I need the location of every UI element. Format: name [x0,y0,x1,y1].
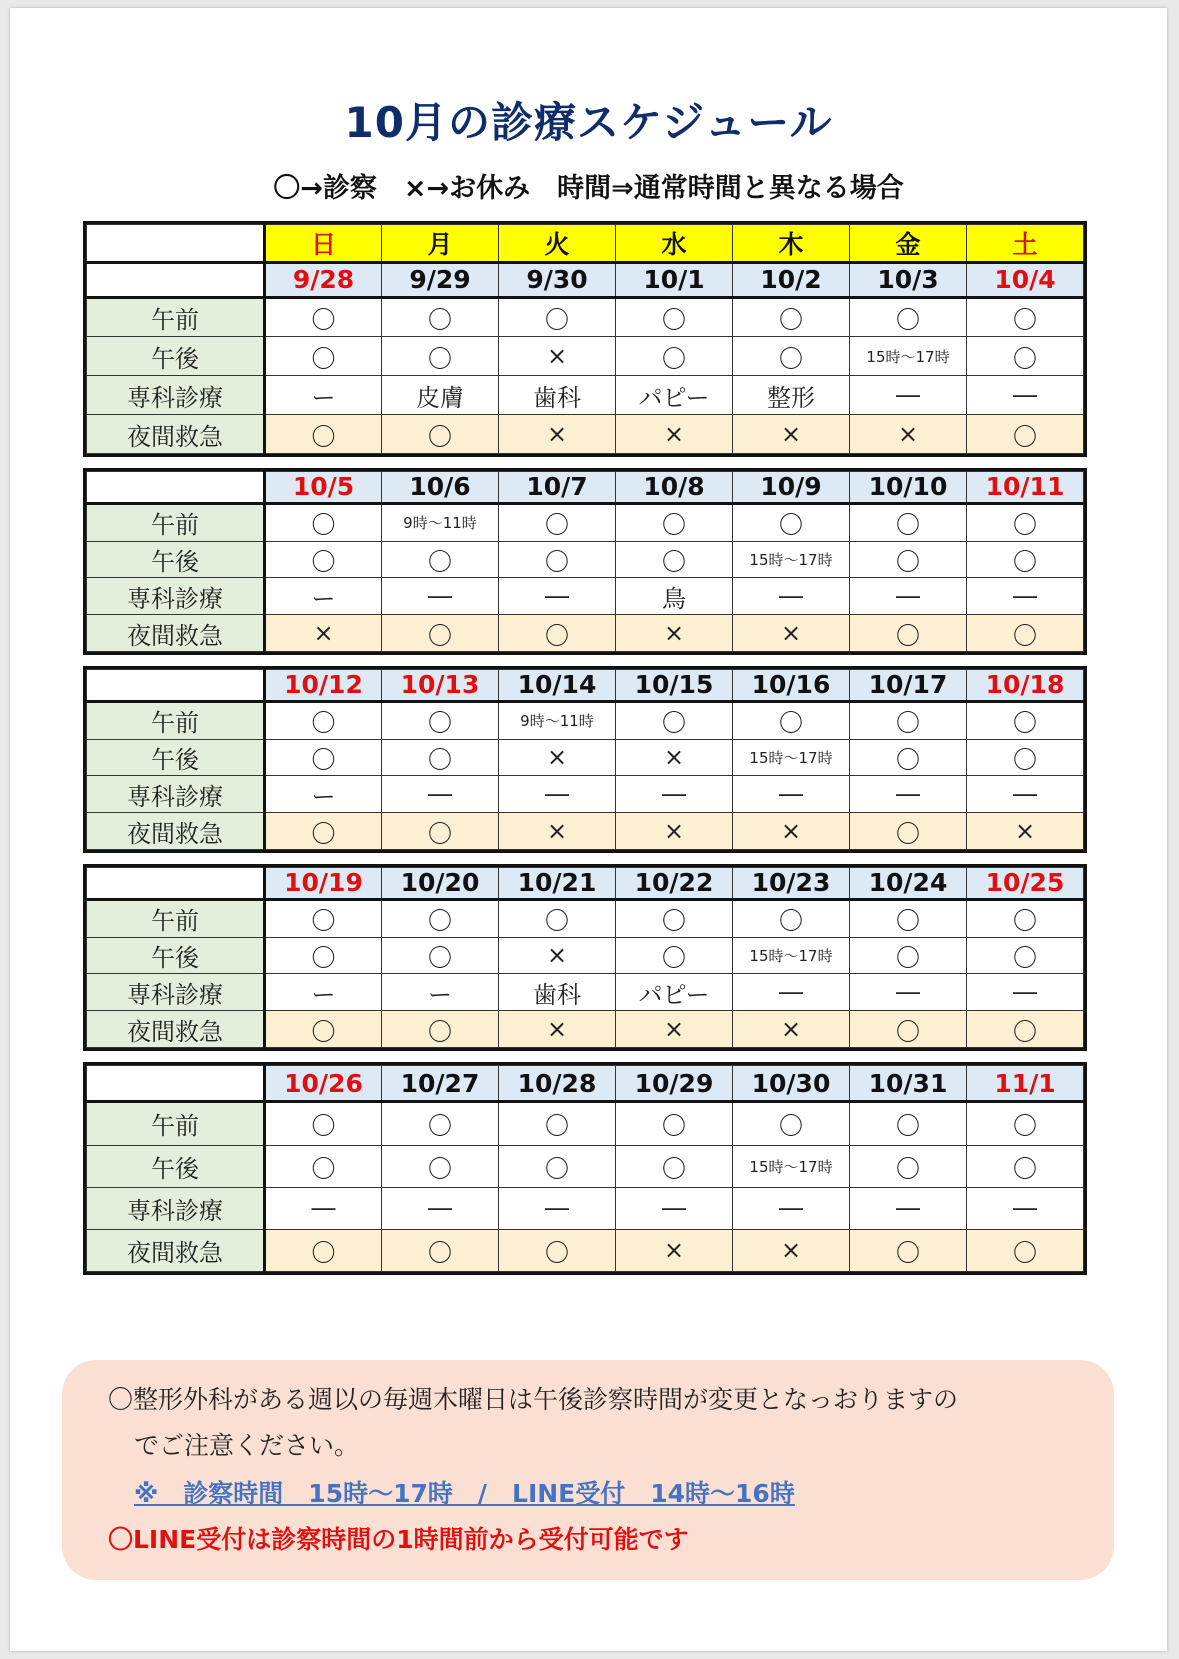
schedule-cell-specialty: ― [733,1187,850,1229]
schedule-cell-pm: 15時～17時 [733,739,850,776]
weekday-cell: 月 [382,225,499,263]
schedule-cell-am: 〇 [967,297,1084,337]
row-label-pm: 午後 [87,739,265,776]
schedule-cell-pm: 〇 [382,1145,499,1187]
schedule-cell-night: × [616,1011,733,1048]
schedule-cell-pm: 〇 [967,739,1084,776]
schedule-cell-specialty: ― [733,974,850,1011]
schedule-cell-pm: 〇 [850,739,967,776]
row-specialty [87,776,1084,813]
weekday-cell: 木 [733,225,850,263]
date-cell: 10/31 [850,1066,967,1102]
schedule-cell-pm: × [499,337,616,376]
schedule-cell-night: × [733,1229,850,1271]
schedule-cell-am: 〇 [850,503,967,541]
schedule-cell-am: 〇 [733,297,850,337]
schedule-cell-pm: 15時～17時 [850,337,967,376]
schedule-cell-am: 〇 [967,899,1084,937]
schedule-cell-pm: × [499,937,616,974]
schedule-cell-night: 〇 [265,813,382,850]
corner-cell [87,472,265,504]
row-label-specialty: 専科診療 [87,578,265,615]
row-label-am: 午前 [87,297,265,337]
schedule-cell-pm: 〇 [382,739,499,776]
schedule-cell-am: 〇 [850,1102,967,1145]
schedule-cell-am: 〇 [382,297,499,337]
schedule-cell-am: 〇 [265,701,382,739]
schedule-cell-night: × [616,415,733,454]
row-am [87,503,1084,541]
date-row [87,868,1084,900]
schedule-cell-pm: 〇 [265,541,382,578]
weekday-cell: 金 [850,225,967,263]
schedule-cell-pm: × [499,739,616,776]
date-cell: 10/20 [382,868,499,900]
legend-text: 〇→診察 ×→お休み 時間⇒通常時間と異なる場合 [273,173,904,204]
row-pm [87,337,1084,376]
schedule-cell-am: 〇 [499,1102,616,1145]
schedule-cell-am: 〇 [499,899,616,937]
schedule-cell-specialty: ― [850,974,967,1011]
schedule-table [86,1065,1084,1272]
schedule-cell-specialty: ― [733,776,850,813]
schedule-cell-am: 〇 [850,297,967,337]
schedule-cell-night: × [733,415,850,454]
schedule-cell-specialty: ― [967,578,1084,615]
date-cell: 10/2 [733,263,850,298]
date-cell: 10/24 [850,868,967,900]
schedule-cell-specialty: ― [967,1187,1084,1229]
schedule-cell-specialty: ― [265,1187,382,1229]
schedule-table [86,224,1084,454]
row-label-am: 午前 [87,1102,265,1145]
date-cell: 10/11 [967,472,1084,504]
schedule-cell-pm: 〇 [850,541,967,578]
schedule-cell-am: 〇 [265,297,382,337]
schedule-cell-pm: 〇 [967,541,1084,578]
schedule-cell-am: 〇 [733,701,850,739]
schedule-cell-pm: 〇 [616,937,733,974]
schedule-cell-specialty: ― [850,776,967,813]
schedule-cell-specialty: パピー [616,974,733,1011]
schedule-cell-specialty: ― [850,578,967,615]
week-block-4 [83,864,1087,1051]
date-cell: 9/29 [382,263,499,298]
schedule-cell-night: 〇 [382,813,499,850]
schedule-cell-night: × [616,1229,733,1271]
schedule-cell-specialty: ― [850,1187,967,1229]
schedule-cell-night: 〇 [850,813,967,850]
schedule-cell-pm: 〇 [499,1145,616,1187]
row-night [87,813,1084,850]
schedule-cell-specialty: ― [616,776,733,813]
schedule-cell-night: × [616,615,733,652]
row-label-pm: 午後 [87,541,265,578]
date-cell: 10/6 [382,472,499,504]
schedule-cell-am: 〇 [616,503,733,541]
schedule-cell-night: × [733,813,850,850]
schedule-cell-specialty: 皮膚 [382,376,499,415]
schedule-cell-night: 〇 [265,415,382,454]
row-am [87,297,1084,337]
notice-hours-line: ※ 診察時間 15時～17時 / LINE受付 14時～16時 [134,1479,795,1508]
row-specialty [87,578,1084,615]
schedule-cell-night: 〇 [382,1229,499,1271]
schedule-cell-pm: 15時～17時 [733,937,850,974]
schedule-cell-am: 〇 [265,899,382,937]
row-label-specialty: 専科診療 [87,1187,265,1229]
schedule-cell-specialty: ― [616,1187,733,1229]
schedule-cell-night: 〇 [967,415,1084,454]
notice-line-1: 〇整形外科がある週以の毎週木曜日は午後診察時間が変更となっおりますの [108,1385,959,1414]
schedule-cell-specialty: ― [382,578,499,615]
row-night [87,1011,1084,1048]
weekday-cell: 土 [967,225,1084,263]
date-cell: 10/13 [382,670,499,702]
corner-cell [87,225,265,263]
schedule-cell-specialty: ― [967,776,1084,813]
schedule-cell-night: 〇 [967,615,1084,652]
row-am [87,1102,1084,1145]
schedule-cell-specialty: ― [382,1187,499,1229]
row-label-pm: 午後 [87,337,265,376]
schedule-cell-night: × [499,813,616,850]
date-cell: 10/16 [733,670,850,702]
schedule-cell-am: 〇 [616,899,733,937]
row-specialty [87,376,1084,415]
row-label-pm: 午後 [87,937,265,974]
notice-line-reception: 〇LINE受付は診察時間の1時間前から受付可能です [108,1525,689,1554]
schedule-cell-am: 〇 [499,297,616,337]
date-cell: 10/15 [616,670,733,702]
schedule-cell-am: 9時～11時 [499,701,616,739]
corner-cell [87,670,265,702]
schedule-cell-night: 〇 [499,615,616,652]
schedule-cell-night: × [733,615,850,652]
schedule-cell-pm: 〇 [265,1145,382,1187]
schedule-table [86,669,1084,850]
schedule-cell-night: × [616,813,733,850]
date-cell: 10/27 [382,1066,499,1102]
date-cell: 10/1 [616,263,733,298]
schedule-cell-specialty: パピー [616,376,733,415]
schedule-cell-am: 〇 [850,701,967,739]
date-cell: 10/3 [850,263,967,298]
schedule-cell-night: 〇 [967,1011,1084,1048]
schedule-cell-am: 〇 [733,1102,850,1145]
corner-cell [87,263,265,298]
week-block-2 [83,468,1087,655]
date-cell: 10/23 [733,868,850,900]
schedule-cell-am: 〇 [967,503,1084,541]
row-label-night: 夜間救急 [87,615,265,652]
schedule-cell-night: 〇 [850,1229,967,1271]
page-title: 10月の診療スケジュール [344,98,833,147]
schedule-cell-specialty: 鳥 [616,578,733,615]
schedule-cell-specialty: 整形 [733,376,850,415]
row-night [87,415,1084,454]
row-label-pm: 午後 [87,1145,265,1187]
date-cell: 10/5 [265,472,382,504]
row-label-night: 夜間救急 [87,1229,265,1271]
row-label-specialty: 専科診療 [87,376,265,415]
date-cell: 10/14 [499,670,616,702]
date-row [87,1066,1084,1102]
schedule-cell-am: 〇 [616,297,733,337]
schedule-cell-specialty: ― [967,376,1084,415]
schedule-cell-specialty: 歯科 [499,376,616,415]
schedule-cell-am: 〇 [382,701,499,739]
week-block-3 [83,666,1087,853]
row-night [87,1229,1084,1271]
date-cell: 10/18 [967,670,1084,702]
week-block-1 [83,221,1087,457]
schedule-cell-pm: 〇 [499,541,616,578]
schedule-cell-specialty: ー [265,974,382,1011]
date-cell: 10/8 [616,472,733,504]
schedule-cell-pm: × [616,739,733,776]
schedule-cell-am: 〇 [382,899,499,937]
weekday-header-row [87,225,1084,263]
schedule-cell-specialty: ― [499,1187,616,1229]
date-cell: 10/4 [967,263,1084,298]
schedule-cell-night: × [967,813,1084,850]
schedule-cell-pm: 〇 [850,937,967,974]
date-cell: 10/12 [265,670,382,702]
date-cell: 10/17 [850,670,967,702]
schedule-cell-night: × [499,1011,616,1048]
schedule-cell-night: 〇 [967,1229,1084,1271]
schedule-cell-specialty: ― [967,974,1084,1011]
schedule-cell-am: 〇 [733,899,850,937]
schedule-cell-pm: 〇 [733,337,850,376]
schedule-cell-specialty: ー [265,376,382,415]
date-cell: 10/9 [733,472,850,504]
row-label-specialty: 専科診療 [87,776,265,813]
row-am [87,701,1084,739]
date-cell: 11/1 [967,1066,1084,1102]
schedule-cell-pm: 〇 [616,1145,733,1187]
schedule-cell-pm: 〇 [382,337,499,376]
row-pm [87,739,1084,776]
schedule-cell-night: 〇 [382,415,499,454]
row-pm [87,937,1084,974]
schedule-cell-night: × [850,415,967,454]
schedule-page [10,8,1167,1651]
schedule-cell-am: 〇 [499,503,616,541]
row-pm [87,1145,1084,1187]
schedule-cell-specialty: ― [382,776,499,813]
row-label-night: 夜間救急 [87,1011,265,1048]
schedule-cell-pm: 〇 [616,337,733,376]
schedule-cell-night: 〇 [850,1011,967,1048]
schedule-cell-specialty: ー [265,776,382,813]
date-cell: 10/7 [499,472,616,504]
schedule-cell-specialty: ― [733,578,850,615]
schedule-cell-pm: 〇 [967,1145,1084,1187]
row-label-am: 午前 [87,701,265,739]
date-row [87,472,1084,504]
schedule-cell-night: 〇 [382,1011,499,1048]
schedule-cell-pm: 〇 [265,739,382,776]
schedule-cell-night: × [499,415,616,454]
schedule-cell-am: 〇 [265,503,382,541]
weekday-cell: 火 [499,225,616,263]
schedule-cell-specialty: ー [382,974,499,1011]
date-cell: 9/30 [499,263,616,298]
schedule-cell-pm: 〇 [382,541,499,578]
date-row [87,263,1084,298]
schedule-cell-am: 〇 [382,1102,499,1145]
row-am [87,899,1084,937]
schedule-cell-night: 〇 [265,1011,382,1048]
schedule-cell-pm: 〇 [850,1145,967,1187]
schedule-cell-pm: 15時～17時 [733,541,850,578]
schedule-cell-night: 〇 [382,615,499,652]
schedule-cell-pm: 〇 [967,337,1084,376]
schedule-cell-am: 〇 [616,1102,733,1145]
date-cell: 10/25 [967,868,1084,900]
row-label-night: 夜間救急 [87,813,265,850]
row-label-am: 午前 [87,899,265,937]
date-cell: 10/21 [499,868,616,900]
schedule-cell-am: 〇 [265,1102,382,1145]
row-label-specialty: 専科診療 [87,974,265,1011]
corner-cell [87,1066,265,1102]
notice-box [62,1360,1114,1580]
date-row [87,670,1084,702]
schedule-cell-pm: 〇 [967,937,1084,974]
notice-line-2: でご注意ください。 [134,1431,360,1460]
schedule-table [86,867,1084,1048]
date-cell: 10/28 [499,1066,616,1102]
schedule-cell-night: 〇 [265,1229,382,1271]
row-pm [87,541,1084,578]
schedule-cell-pm: 〇 [616,541,733,578]
schedule-cell-am: 9時～11時 [382,503,499,541]
date-cell: 10/19 [265,868,382,900]
schedule-cell-pm: 15時～17時 [733,1145,850,1187]
weekday-cell: 水 [616,225,733,263]
schedule-cell-specialty: 歯科 [499,974,616,1011]
row-label-night: 夜間救急 [87,415,265,454]
row-night [87,615,1084,652]
corner-cell [87,868,265,900]
schedule-cell-night: × [733,1011,850,1048]
schedule-cell-specialty: ー [265,578,382,615]
schedule-cell-pm: 〇 [382,937,499,974]
schedule-cell-pm: 〇 [265,937,382,974]
schedule-cell-night: 〇 [850,615,967,652]
schedule-cell-am: 〇 [733,503,850,541]
schedule-cell-specialty: ― [499,578,616,615]
date-cell: 10/29 [616,1066,733,1102]
date-cell: 10/30 [733,1066,850,1102]
schedule-cell-specialty: ― [499,776,616,813]
schedule-cell-night: 〇 [499,1229,616,1271]
row-specialty [87,1187,1084,1229]
date-cell: 10/26 [265,1066,382,1102]
weekday-cell: 日 [265,225,382,263]
schedule-cell-am: 〇 [967,701,1084,739]
date-cell: 10/22 [616,868,733,900]
schedule-cell-am: 〇 [850,899,967,937]
week-block-5 [83,1062,1087,1275]
schedule-cell-pm: 〇 [265,337,382,376]
date-cell: 9/28 [265,263,382,298]
schedule-cell-night: × [265,615,382,652]
date-cell: 10/10 [850,472,967,504]
schedule-cell-specialty: ― [850,376,967,415]
schedule-cell-am: 〇 [967,1102,1084,1145]
row-specialty [87,974,1084,1011]
row-label-am: 午前 [87,503,265,541]
schedule-table [86,471,1084,652]
schedule-cell-am: 〇 [616,701,733,739]
